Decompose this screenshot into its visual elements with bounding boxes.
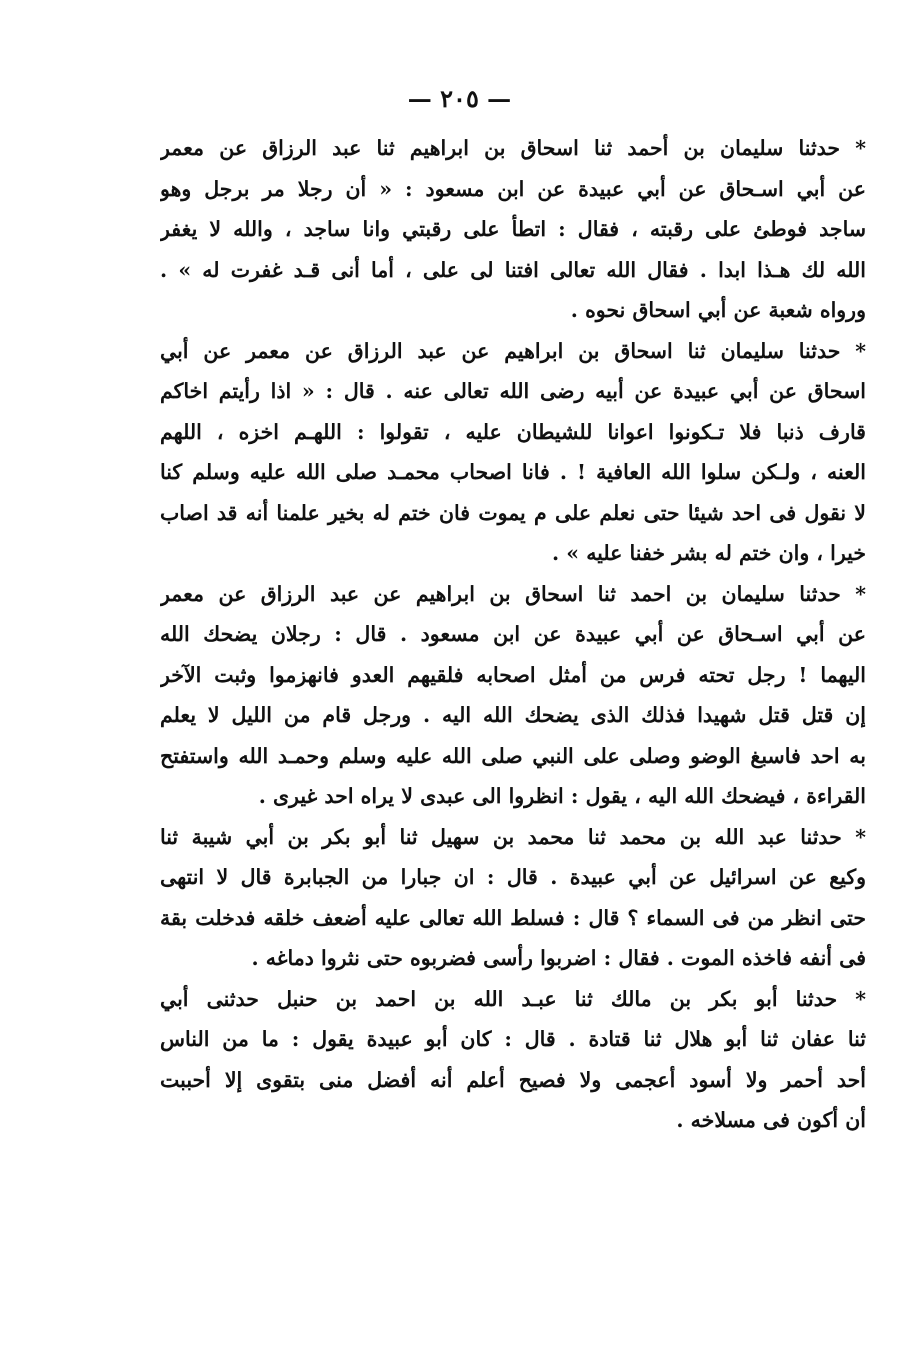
text-line: * حدثنا سليمان بن احمد ثنا اسحاق بن ابراهيم عن عبد الرزاق عن معمر <box>160 581 866 606</box>
text-line: وكيع عن اسرائيل عن أبي عبيدة . قال : ان جبارا من الجبابرة قال لا انتهى <box>160 865 866 889</box>
text-line: اليهما ! رجل تحته فرس من أمثل اصحابه فلقيهم العدو فانهزموا وثبت الآخر <box>160 662 866 687</box>
text-line: ساجد فوطئ على رقبته ، فقال : اتطأ على رقبتي وانا ساجد ، والله لا يغفر <box>160 217 866 241</box>
text-line: اسحاق عن أبي عبيدة عن أبيه رضى الله تعالى عنه . قال : « اذا رأيتم اخاكم <box>160 379 866 403</box>
text-line: أحد أحمر ولا أسود أعجمى ولا فصيح أعلم أنه أفضل منى بتقوى إلا أحببت <box>160 1067 866 1092</box>
text-line: * حدثنا عبد الله بن محمد ثنا محمد بن سهيل ثنا أبو بكر بن أبي شيبة ثنا <box>160 824 866 849</box>
text-line: حتى انظر من فى السماء ؟ قال : فسلط الله تعالى عليه أضعف خلقه فدخلت بقة <box>160 905 866 930</box>
text-line: فى أنفه فاخذه الموت . فقال : اضربوا رأسى فضربوه حتى نثروا دماغه . <box>251 946 866 970</box>
text-line: ورواه شعبة عن أبي اسحاق نحوه . <box>570 298 866 322</box>
text-line: * حدثنا أبو بكر بن مالك ثنا عبـد الله بن احمد بن حنبل حدثنى أبي <box>160 986 866 1011</box>
text-line: خيرا ، وان ختم له بشر خفنا عليه » . <box>551 541 866 565</box>
text-line: العنه ، ولـكن سلوا الله العافية ! . فانا اصحاب محمـد صلى الله عليه وسلم كنا <box>160 460 866 484</box>
arabic-text-body <box>160 128 866 1141</box>
text-line: عن أبي اسـحاق عن أبي عبيدة عن ابن مسعود . قال : رجلان يضحك الله <box>160 622 866 646</box>
text-line: به احد فاسبغ الوضو وصلى على النبي صلى الله عليه وسلم وحمـد الله واستفتح <box>160 743 866 768</box>
text-line: * حدثنا سليمان بن أحمد ثنا اسحاق بن ابراهيم ثنا عبد الرزاق عن معمر <box>160 136 866 160</box>
text-line: عن أبي اسـحاق عن أبي عبيدة عن ابن مسعود : « أن رجلا مر برجل وهو <box>160 176 866 201</box>
text-line: إن قتل قتل شهيدا فذلك الذى يضحك الله اليه . ورجل قام من الليل لا يعلم <box>160 703 866 727</box>
text-line: أن أكون فى مسلاخه . <box>676 1108 866 1132</box>
text-line: ثنا عفان ثنا أبو هلال ثنا قتادة . قال : كان أبو عبيدة يقول : ما من الناس <box>160 1027 866 1051</box>
text-line: لا نقول فى احد شيئا حتى نعلم على م يموت فان ختم له بخير علمنا أنه قد اصاب <box>160 500 866 525</box>
text-line: قارف ذنبا فلا تـكونوا اعوانا للشيطان عليه ، تقولوا : اللهـم اخزه ، اللهم <box>160 419 866 444</box>
text-line: * حدثنا سليمان ثنا اسحاق بن ابراهيم عن عبد الرزاق عن معمر عن أبي <box>160 338 866 363</box>
page-number: — ٢٠٥ — <box>407 84 512 113</box>
text-line: القراءة ، فيضحك الله اليه ، يقول : انظروا الى عبدى لا يراه احد غيرى . <box>258 784 866 808</box>
text-line: الله لك هـذا ابدا . فقال الله تعالى افتنا لى على ، أما أنى قـد غفرت له » . <box>160 257 866 282</box>
